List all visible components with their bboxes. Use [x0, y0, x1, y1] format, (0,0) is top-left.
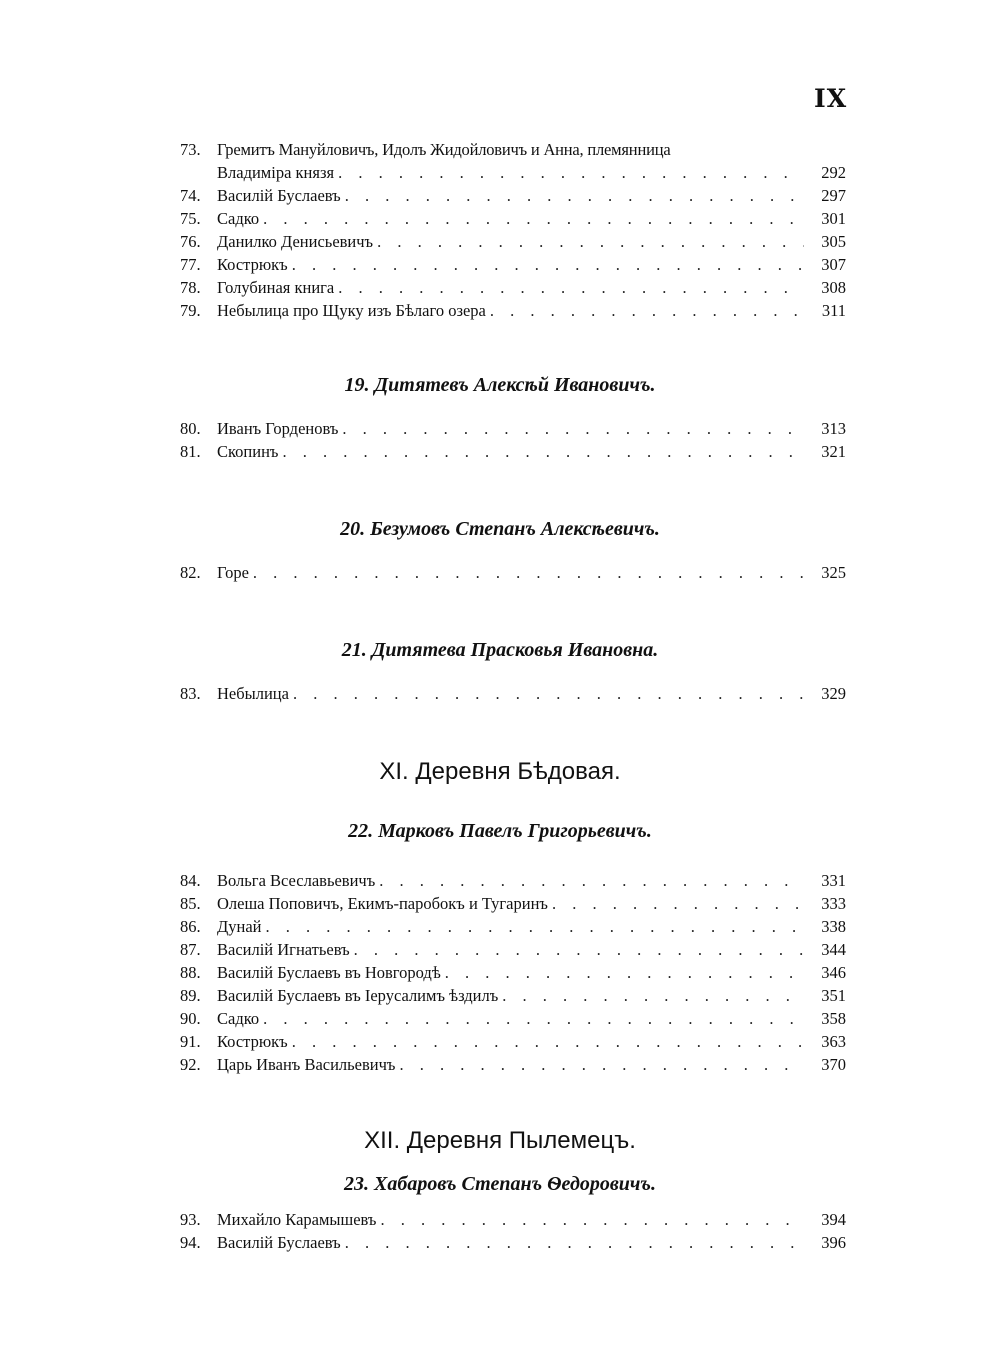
toc-entry [180, 186, 846, 209]
entry-page: 363 [821, 1032, 846, 1051]
toc-entry [180, 871, 846, 894]
leader-dots [338, 278, 804, 298]
leader-dots [490, 301, 804, 321]
author-heading: 20. Безумовъ Степанъ Алексѣевичъ. [340, 518, 660, 540]
entry-title: Василій Буслаевъ [217, 186, 341, 205]
entry-number: 78. [180, 278, 201, 297]
entry-number: 90. [180, 1009, 201, 1028]
toc-entry [180, 1009, 846, 1032]
entry-page: 370 [821, 1055, 846, 1074]
toc-entry [180, 563, 846, 586]
entry-title: Гремитъ Мануйловичъ, Идолъ Жидойловичъ и Анна, племянница [217, 140, 671, 159]
toc-entry [180, 917, 846, 940]
entry-title: Василій Игнатьевъ [217, 940, 350, 959]
toc-group-20 [180, 563, 846, 586]
entry-number: 94. [180, 1233, 201, 1252]
village-heading: XII. Деревня Пылемецъ. [364, 1127, 636, 1154]
entry-title: Садко [217, 1009, 260, 1028]
entry-number: 73. [180, 140, 201, 159]
entry-title-line2: Владиміра князя [217, 163, 335, 182]
author-heading: 22. Марковъ Павелъ Григорьевичъ. [348, 820, 652, 842]
entry-number: 75. [180, 209, 201, 228]
toc-entry [180, 140, 846, 163]
leader-dots [293, 684, 804, 704]
toc-entry-continuation [180, 163, 846, 186]
toc-entry [180, 442, 846, 465]
entry-page: 346 [821, 963, 846, 982]
toc-group-23 [180, 1210, 846, 1256]
leader-dots [379, 871, 804, 891]
leader-dots [399, 1055, 804, 1075]
toc-entry [180, 894, 846, 917]
entry-page: 311 [821, 301, 846, 320]
entry-page: 301 [821, 209, 846, 228]
entry-number: 85. [180, 894, 201, 913]
entry-number: 91. [180, 1032, 201, 1051]
toc-group-19 [180, 419, 846, 465]
leader-dots [263, 209, 804, 229]
author-heading: 23. Хабаровъ Степанъ Ѳедоровичъ. [344, 1173, 656, 1195]
leader-dots [502, 986, 804, 1006]
entry-page: 305 [821, 232, 846, 251]
entry-title: Вольга Всеславьевичъ [217, 871, 376, 890]
entry-page: 292 [821, 163, 846, 182]
entry-title: Михайло Карамышевъ [217, 1210, 377, 1229]
entry-title: Данилко Денисьевичъ [217, 232, 374, 251]
entry-number: 79. [180, 301, 201, 320]
entry-title: Дунай [217, 917, 262, 936]
entry-page: 333 [821, 894, 846, 913]
entry-number: 76. [180, 232, 201, 251]
entry-page: 308 [821, 278, 846, 297]
toc-entry [180, 1055, 846, 1078]
entry-title: Садко [217, 209, 260, 228]
entry-title: Небылица про Щуку изъ Бѣлаго озера [217, 301, 486, 320]
toc-entry [180, 986, 846, 1009]
entry-page: 344 [821, 940, 846, 959]
leader-dots [377, 232, 804, 252]
author-heading: 19. Дитятевъ Алексѣй Ивановичъ. [344, 374, 656, 396]
toc-entry [180, 684, 846, 707]
entry-number: 87. [180, 940, 201, 959]
entry-page: 358 [821, 1009, 846, 1028]
leader-dots [292, 1032, 804, 1052]
leader-dots [263, 1009, 804, 1029]
leader-dots [445, 963, 804, 983]
toc-entry [180, 278, 846, 301]
entry-page: 396 [821, 1233, 846, 1252]
entry-number: 74. [180, 186, 201, 205]
entry-page: 313 [821, 419, 846, 438]
leader-dots [292, 255, 804, 275]
entry-page: 331 [821, 871, 846, 890]
toc-entry [180, 255, 846, 278]
entry-title: Царь Иванъ Васильевичъ [217, 1055, 396, 1074]
entry-page: 297 [821, 186, 846, 205]
toc-group-1 [180, 140, 846, 324]
entry-number: 86. [180, 917, 201, 936]
entry-number: 84. [180, 871, 201, 890]
leader-dots [345, 186, 804, 206]
entry-title: Голубиная книга [217, 278, 335, 297]
entry-page: 351 [821, 986, 846, 1005]
entry-number: 82. [180, 563, 201, 582]
entry-number: 88. [180, 963, 201, 982]
leader-dots [345, 1233, 804, 1253]
leader-dots [338, 163, 804, 183]
entry-title: Василій Буслаевъ въ Новгородѣ [217, 963, 441, 982]
toc-entry [180, 1233, 846, 1256]
toc-entry [180, 301, 846, 324]
entry-number: 92. [180, 1055, 201, 1074]
village-heading: XI. Деревня Бѣдовая. [379, 758, 621, 785]
leader-dots [282, 442, 804, 462]
toc-entry [180, 232, 846, 255]
leader-dots [552, 894, 804, 914]
entry-title: Скопинъ [217, 442, 279, 461]
leader-dots [380, 1210, 804, 1230]
leader-dots [253, 563, 804, 583]
entry-page: 325 [821, 563, 846, 582]
entry-number: 80. [180, 419, 201, 438]
page-number: IX [814, 84, 848, 113]
toc-entry [180, 209, 846, 232]
toc-entry [180, 1032, 846, 1055]
entry-title: Кострюкъ [217, 1032, 288, 1051]
entry-number: 89. [180, 986, 201, 1005]
entry-title: Кострюкъ [217, 255, 288, 274]
toc-group-21 [180, 684, 846, 707]
toc-entry [180, 940, 846, 963]
toc-entry [180, 419, 846, 442]
author-heading: 21. Дитятева Прасковья Ивановна. [341, 639, 659, 661]
entry-title: Небылица [217, 684, 289, 703]
entry-number: 83. [180, 684, 201, 703]
entry-title: Иванъ Горденовъ [217, 419, 339, 438]
entry-number: 81. [180, 442, 201, 461]
toc-entry [180, 1210, 846, 1233]
leader-dots [266, 917, 805, 937]
entry-title: Василій Буслаевъ въ Іерусалимъ ѣздилъ [217, 986, 499, 1005]
entry-title: Олеша Поповичъ, Екимъ-паробокъ и Тугаринъ [217, 894, 548, 913]
entry-number: 77. [180, 255, 201, 274]
entry-page: 338 [821, 917, 846, 936]
entry-page: 394 [821, 1210, 846, 1229]
leader-dots [342, 419, 804, 439]
entry-number: 93. [180, 1210, 201, 1229]
entry-title: Горе [217, 563, 249, 582]
toc-entry [180, 963, 846, 986]
entry-page: 329 [821, 684, 846, 703]
entry-page: 307 [821, 255, 846, 274]
entry-title: Василій Буслаевъ [217, 1233, 341, 1252]
leader-dots [354, 940, 804, 960]
entry-page: 321 [821, 442, 846, 461]
toc-group-22 [180, 871, 846, 1078]
